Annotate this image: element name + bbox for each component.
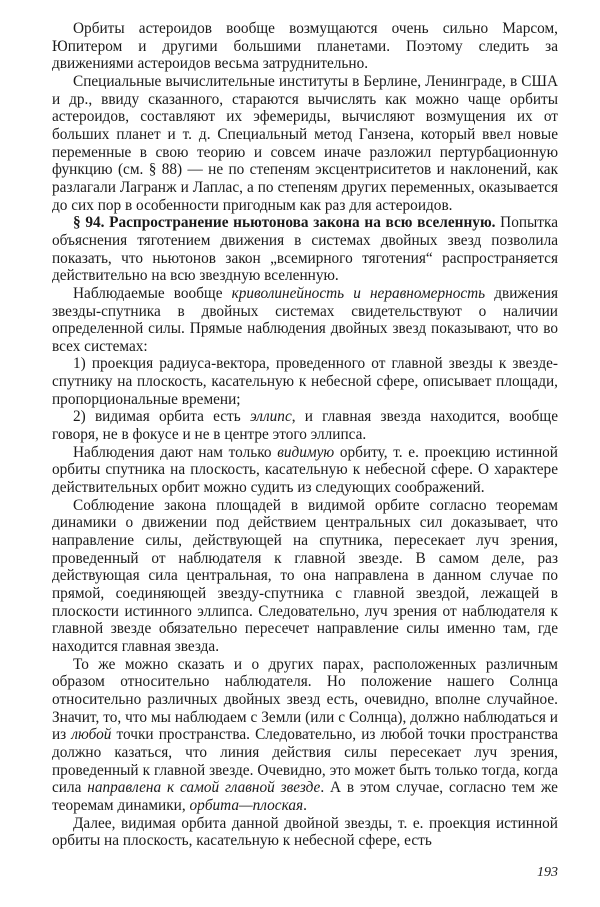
paragraph — [52, 355, 558, 408]
paragraph — [52, 656, 558, 815]
page-number: 193 — [537, 865, 558, 880]
emphasis-text: эллипс — [249, 408, 292, 426]
text-run: точки пространства. Следовательно, из любой точки пространства должно казаться, что линия действия силы пересекает луч зрения, проведенный к главной звезде. Очевидно, это может быть только тогда, когда сила — [52, 726, 558, 797]
text-run: , и главная звезда находится, вообще говоря, не в фокусе и не в центре этого эллипса. — [52, 408, 558, 444]
emphasis-text: криволинейность и неравномерность — [231, 284, 486, 302]
emphasis-text: направлена к самой главной звезде — [87, 779, 321, 797]
text-run: То же можно сказать и о других парах, расположенных различным образом относительно наблюдателя. Но положение нашего Солнца относительно различных двойных звезд есть, очевидно, вполне случайное. Значит, то, что мы наблюдаем с Земли (или с Солнца), должно наблюдаться и из — [52, 655, 558, 744]
page-body-text — [52, 20, 558, 850]
text-run: . — [303, 796, 307, 814]
text-run: 2) видимая орбита есть — [73, 408, 250, 426]
paragraph — [52, 73, 558, 214]
paragraph — [52, 815, 558, 850]
text-run: орбиту, т. е. проекцию истинной орбиты спутника на плоскость, касательную к небесной сфере. О характере действительных орбит можно судить из следующих соображений. — [52, 443, 558, 497]
emphasis-text: видимую — [277, 443, 335, 461]
text-run: Соблюдение закона площадей в видимой орбите согласно теоремам динамики о движении под действием центральных сил доказывает, что направление силы, действующей на спутника, пересекает луч зрения, проведенный от наблюдателя к главной звезде. В самом деле, раз действующая сила центральная, то она направлена в данном случае по прямой, соединяющей звезду-спутника с главной звездой, лежащей в плоскости истинного эллипса. Следовательно, луч зрения от наблюдателя к главной звезде обязательно пересечет направление силы именно там, где находится главная звезда. — [52, 496, 558, 655]
text-run: Далее, видимая орбита данной двойной звезды, т. е. проекция истинной орбиты на плоскость, касательную к небесной сфере, есть — [52, 814, 558, 850]
paragraph — [52, 285, 558, 356]
text-run: Орбиты астероидов вообще возмущаются очень сильно Марсом, Юпитером и другими большими планетами. Поэтому следить за движениями астероидов весьма затруднительно. — [52, 20, 558, 73]
text-run: Попытка объяснения тяготением движения в системах двойных звезд позволила показать, что ньютонов закон „всемирного тяготения“ распространяется действительно на всю звездную вселенную. — [52, 214, 558, 285]
paragraph — [52, 214, 558, 285]
paragraph — [52, 497, 558, 656]
text-run: Наблюдения дают нам только — [73, 443, 278, 461]
paragraph — [52, 20, 558, 73]
text-run: . А в этом случае, согласно тем же теоремам динамики, — [52, 779, 558, 814]
text-run: 1) проекция радиуса-вектора, проведенного от главной звезды к звезде-спутнику на плоскость, касательную к небесной сфере, описывает площади, пропорциональные времени; — [52, 355, 558, 408]
text-run: движения звезды-спутника в двойных системах свидетельствуют о наличии определенной силы. Прямые наблюдения двойных звезд показывают, что во всех системах: — [52, 284, 558, 355]
text-run: Специальные вычислительные институты в Берлине, Ленинграде, в США и др., ввиду сказанного, стараются вычислять как можно чаще орбиты астероидов, составляют их эфемериды, вычисляют возмущения их от больших планет и т. д. Специальный метод Ганзена, который ввел новые переменные в свою теорию и совсем иначе разложил пертурбационную функцию (см. § 88) — не по степеням эксцентриситетов и наклонений, как разлагали Лагранж и Лаплас, а по степеням других переменных, оказывается до сих пор в особенности пригодным как раз для астероидов. — [52, 72, 558, 214]
section-heading: § 94. Распространение ньютонова закона на всю вселенную. — [73, 214, 496, 232]
emphasis-text: орбита—плоская — [189, 796, 304, 814]
emphasis-text: любой — [71, 726, 112, 744]
text-run: Наблюдаемые вообще — [73, 284, 232, 302]
paragraph — [52, 408, 558, 443]
paragraph — [52, 444, 558, 497]
